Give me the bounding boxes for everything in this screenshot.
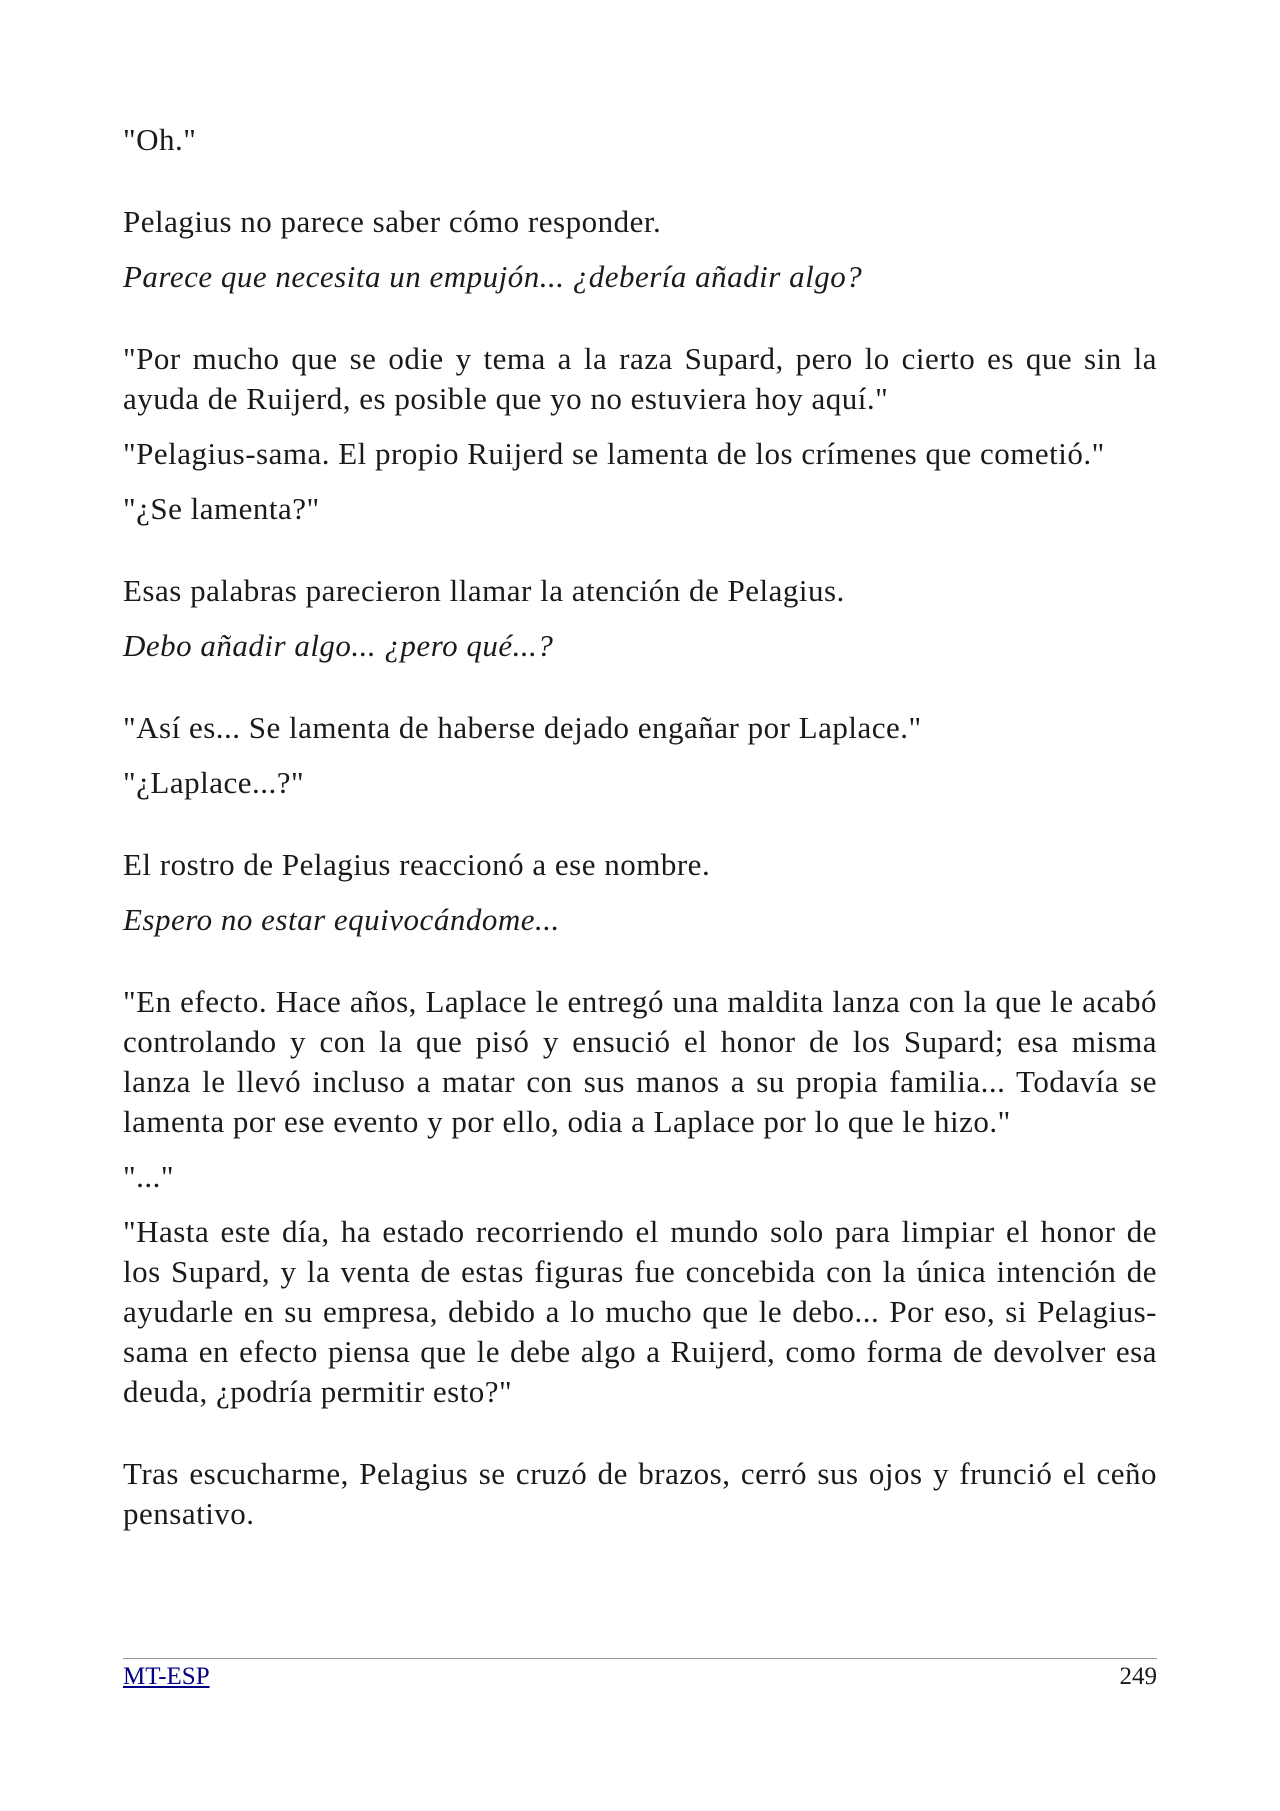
body-text <box>123 120 1157 1534</box>
paragraph-italic: Espero no estar equivocándome... <box>123 902 560 937</box>
page-number: 249 <box>1119 1663 1157 1690</box>
footer-link-mt-esp[interactable]: MT-ESP <box>123 1663 210 1690</box>
paragraph: "Así es... Se lamenta de haberse dejado engañar por Laplace." <box>123 710 922 745</box>
paragraph: "¿Laplace...?" <box>123 765 305 800</box>
paragraph: Esas palabras parecieron llamar la atención de Pelagius. <box>123 573 845 608</box>
paragraph-italic: Parece que necesita un empujón... ¿debería añadir algo? <box>123 259 863 294</box>
paragraph: Tras escucharme, Pelagius se cruzó de brazos, cerró sus ojos y frunció el ceño pensativo. <box>123 1456 1157 1531</box>
paragraph: "En efecto. Hace años, Laplace le entregó una maldita lanza con la que le acabó controlando y con la que pisó y ensució el honor de los Supard; esa misma lanza le llevó incluso a matar con sus manos a su propia familia... Todavía se lamenta por ese evento y por ello, odia a Laplace por lo que le hizo." <box>123 984 1157 1139</box>
paragraph-italic: Debo añadir algo... ¿pero qué...? <box>123 628 554 663</box>
paragraph: El rostro de Pelagius reaccionó a ese nombre. <box>123 847 711 882</box>
paragraph: "Por mucho que se odie y tema a la raza Supard, pero lo cierto es que sin la ayuda de Ruijerd, es posible que yo no estuviera hoy aquí." <box>123 341 1157 416</box>
paragraph: "Oh." <box>123 122 197 157</box>
paragraph: "Pelagius-sama. El propio Ruijerd se lamenta de los crímenes que cometió." <box>123 436 1105 471</box>
footer-divider <box>123 1658 1157 1659</box>
paragraph: "¿Se lamenta?" <box>123 491 320 526</box>
paragraph: "Hasta este día, ha estado recorriendo el mundo solo para limpiar el honor de los Supard, y la venta de estas figuras fue concebida con la única intención de ayudarle en su empresa, debido a lo mucho que le debo... Por eso, si Pelagius-sama en efecto piensa que le debe algo a Ruijerd, como forma de devolver esa deuda, ¿podría permitir esto?" <box>123 1214 1157 1409</box>
paragraph: "..." <box>123 1159 175 1194</box>
paragraph: Pelagius no parece saber cómo responder. <box>123 204 662 239</box>
